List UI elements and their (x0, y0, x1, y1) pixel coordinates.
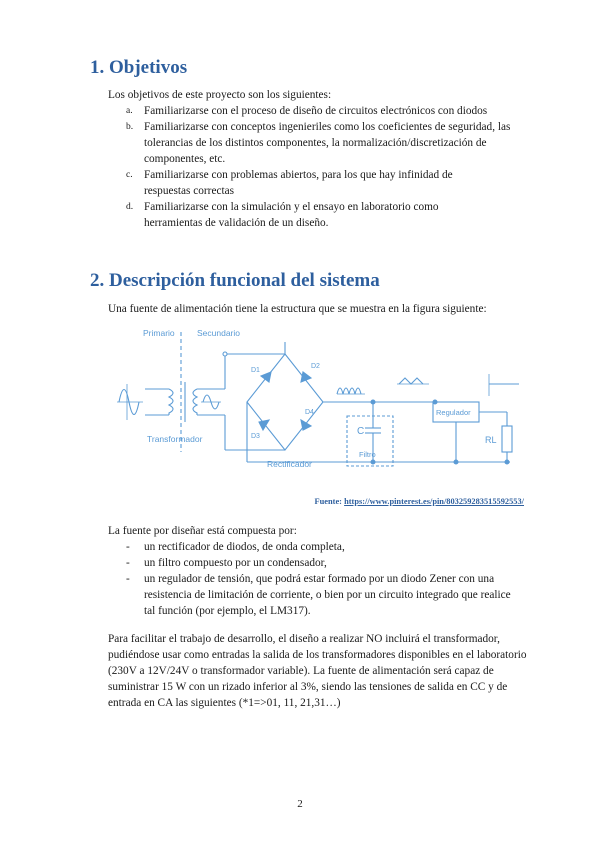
list-item (126, 119, 536, 167)
list-item-text: Familiarizarse con el proceso de diseño de circuitos electrónicos con diodos (144, 105, 488, 117)
list-item-text: Familiarizarse con la simulación y el ensayo en laboratorio como herramientas de validación de un diseño. (144, 201, 439, 229)
diode-d2 (301, 372, 311, 382)
rectified-waveform (337, 388, 361, 394)
figure-source (200, 497, 524, 506)
power-supply-diagram (115, 322, 535, 482)
list-item-text: un regulador de tensión, que podrá estar formado por un diodo Zener con una resistencia de limitación de corriente, o bien por un circuito integrado que realice tal función (por ejemplo, el LM317). (144, 573, 511, 617)
label-d2: D2 (311, 363, 320, 370)
label-d3: D3 (251, 433, 260, 440)
source-label: Fuente: (314, 497, 342, 506)
section-title-objetivos: 1. Objetivos (90, 57, 188, 78)
diode-d4 (301, 420, 311, 430)
label-secundario: Secundario (197, 328, 241, 338)
secondary-coil (193, 389, 197, 415)
node-dot (371, 400, 375, 404)
list-item (126, 555, 526, 571)
node-dot (371, 460, 375, 464)
source-link[interactable]: https://www.pinterest.es/pin/803259283515592553/ (344, 497, 524, 506)
label-regulador: Regulador (436, 408, 471, 417)
list-marker: c. (126, 170, 133, 180)
list-item-text: Familiarizarse con conceptos ingenieriles como los coeficientes de seguridad, las tolerancias de los distintos componentes, la normalización/discretización de componentes, etc. (144, 121, 511, 165)
list-item-text: un filtro compuesto por un condensador, (144, 557, 327, 569)
list-item (126, 103, 536, 119)
list-item (126, 199, 536, 231)
node-dot (454, 460, 458, 464)
objetivos-intro: Los objetivos de este proyecto son los siguientes: (108, 89, 332, 101)
components-intro: La fuente por diseñar está compuesta por: (108, 525, 297, 537)
section-title-descripcion: 2. Descripción funcional del sistema (90, 270, 380, 291)
list-marker: - (126, 557, 130, 569)
node-dot (433, 400, 437, 404)
list-item (126, 571, 526, 619)
design-paragraph: Para facilitar el trabajo de desarrollo, el diseño a realizar NO incluirá el transformador, pudiéndose usar como entradas la salida de los transformadores disponibles en el laboratorio (230V a 12V/24V o transformador variable). La fuente de alimentación será capaz de suministrar 15 W con un rizado inferior al 3%, siendo las tensiones de salida en CC y de entrada en CA las siguientes (*1=>01, 11, 21,31…) (108, 633, 527, 709)
list-item-text: Familiarizarse con problemas abiertos, para los que hay infinidad de respuestas correctas (144, 169, 453, 197)
list-item (126, 167, 536, 199)
filtered-waveform (399, 378, 423, 384)
node-dot (505, 460, 509, 464)
node-dot (223, 352, 227, 356)
label-capacitor: C (357, 426, 365, 437)
label-rl: RL (485, 435, 497, 445)
load-resistor (502, 426, 512, 452)
list-marker: - (126, 541, 130, 553)
label-transformador: Transformador (147, 434, 203, 444)
list-marker: d. (126, 202, 134, 212)
label-d4: D4 (305, 409, 314, 416)
diode-d1 (261, 372, 271, 382)
list-marker: - (126, 573, 130, 585)
label-filtro: Filtro (359, 450, 376, 459)
primary-coil (169, 389, 173, 415)
page-number: 2 (297, 798, 303, 810)
descripcion-intro: Una fuente de alimentación tiene la estructura que se muestra en la figura siguiente: (108, 303, 487, 315)
list-item (126, 539, 526, 555)
label-rectificador: Rectificador (267, 459, 312, 469)
list-item-text: un rectificador de diodos, de onda completa, (144, 541, 345, 553)
list-marker: b. (126, 122, 134, 132)
label-d1: D1 (251, 367, 260, 374)
label-primario: Primario (143, 328, 175, 338)
list-marker: a. (126, 106, 133, 116)
